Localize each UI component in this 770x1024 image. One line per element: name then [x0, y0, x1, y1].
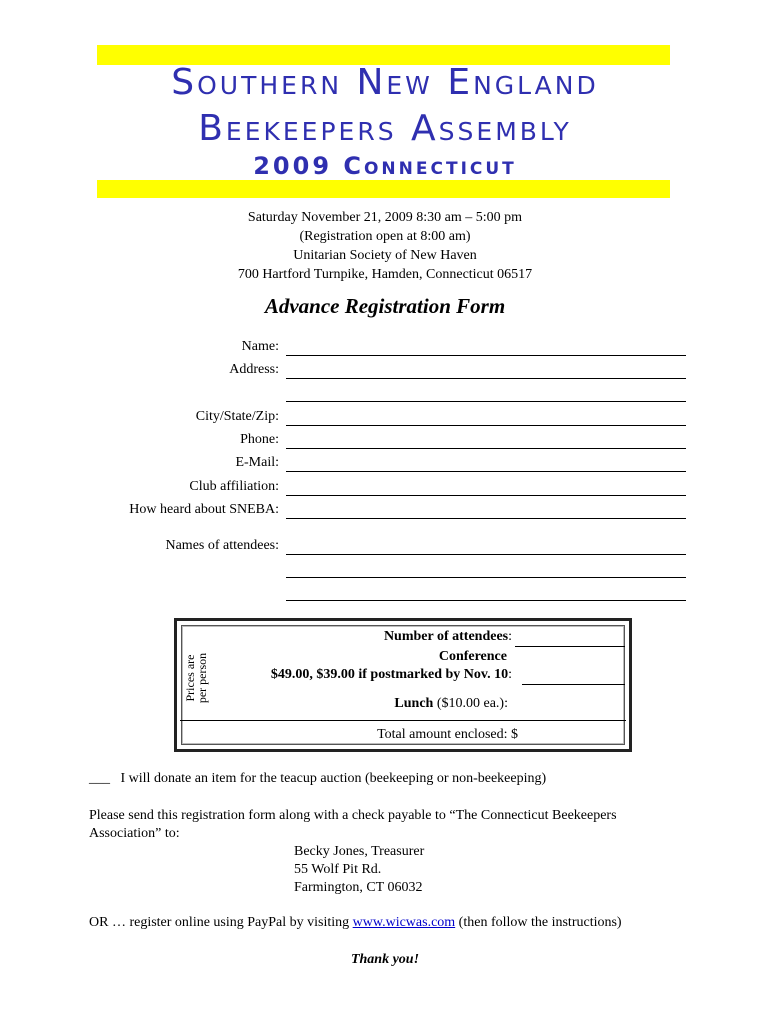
city-state-zip-label: City/State/Zip:	[195, 409, 279, 424]
conference-price-label: $49.00, $39.00 if postmarked by Nov. 10:	[270, 667, 512, 682]
email-label: E-Mail:	[235, 455, 279, 470]
attendee-names-label: Names of attendees:	[165, 538, 279, 553]
event-venue: Unitarian Society of New Haven	[293, 248, 477, 263]
address-field-line-2[interactable]	[286, 401, 686, 402]
treasurer-city: Farmington, CT 06032	[294, 880, 423, 895]
donate-line	[89, 771, 546, 787]
city-state-zip-field[interactable]	[286, 425, 686, 426]
email-field[interactable]	[286, 471, 686, 472]
title-line-1: Southern New England	[171, 62, 599, 103]
total-amount-label: Total amount enclosed: $	[377, 727, 518, 742]
prices-note-line-2: per person	[195, 652, 209, 704]
conference-amount-field[interactable]	[522, 684, 625, 685]
attendees-count-field[interactable]	[515, 646, 625, 647]
send-instructions-line-2: Association” to:	[89, 826, 180, 841]
phone-field[interactable]	[286, 448, 686, 449]
event-registration-time: (Registration open at 8:00 am)	[299, 229, 471, 244]
attendee-names-field-line-2[interactable]	[286, 577, 686, 578]
event-address: 700 Hartford Turnpike, Hamden, Connecticut 06517	[237, 267, 533, 282]
title-line-3: 2009 Connecticut	[253, 152, 517, 180]
phone-label: Phone:	[240, 432, 279, 447]
prices-note-line-1: Prices are	[183, 654, 197, 702]
prices-note	[178, 638, 218, 718]
attendee-names-field-line-3[interactable]	[286, 600, 686, 601]
thank-you: Thank you!	[350, 952, 420, 967]
address-field[interactable]	[286, 378, 686, 379]
how-heard-field[interactable]	[286, 518, 686, 519]
send-instructions-line-1: Please send this registration form along with a check payable to “The Connecticut Beekeepers	[89, 808, 617, 823]
treasurer-name: Becky Jones, Treasurer	[294, 844, 425, 859]
club-affiliation-label: Club affiliation:	[189, 479, 279, 494]
donate-checkbox[interactable]: ___	[89, 771, 110, 786]
wicwas-link[interactable]: www.wicwas.com	[352, 915, 456, 930]
club-affiliation-field[interactable]	[286, 495, 686, 496]
donate-text: I will donate an item for the teacup auction (beekeeping or non-beekeeping)	[120, 771, 547, 786]
online-registration: OR … register online using PayPal by visiting www.wicwas.com (then follow the instructions)	[89, 915, 622, 930]
lunch-price-label: Lunch ($10.00 ea.):	[394, 696, 508, 711]
header-banner-bottom	[97, 180, 670, 198]
name-field[interactable]	[286, 355, 686, 356]
event-date: Saturday November 21, 2009 8:30 am – 5:00 pm	[247, 210, 523, 225]
conference-label: Conference	[438, 649, 507, 664]
attendees-count-label: Number of attendees:	[383, 629, 512, 644]
name-label: Name:	[241, 339, 279, 354]
attendee-names-field[interactable]	[286, 554, 686, 555]
lunch-amount-field[interactable]	[180, 720, 626, 721]
title-line-2: Beekeepers Assembly	[198, 108, 572, 149]
how-heard-label: How heard about SNEBA:	[129, 502, 279, 517]
address-label: Address:	[229, 362, 279, 377]
treasurer-street: 55 Wolf Pit Rd.	[294, 862, 382, 877]
form-title: Advance Registration Form	[264, 294, 506, 318]
